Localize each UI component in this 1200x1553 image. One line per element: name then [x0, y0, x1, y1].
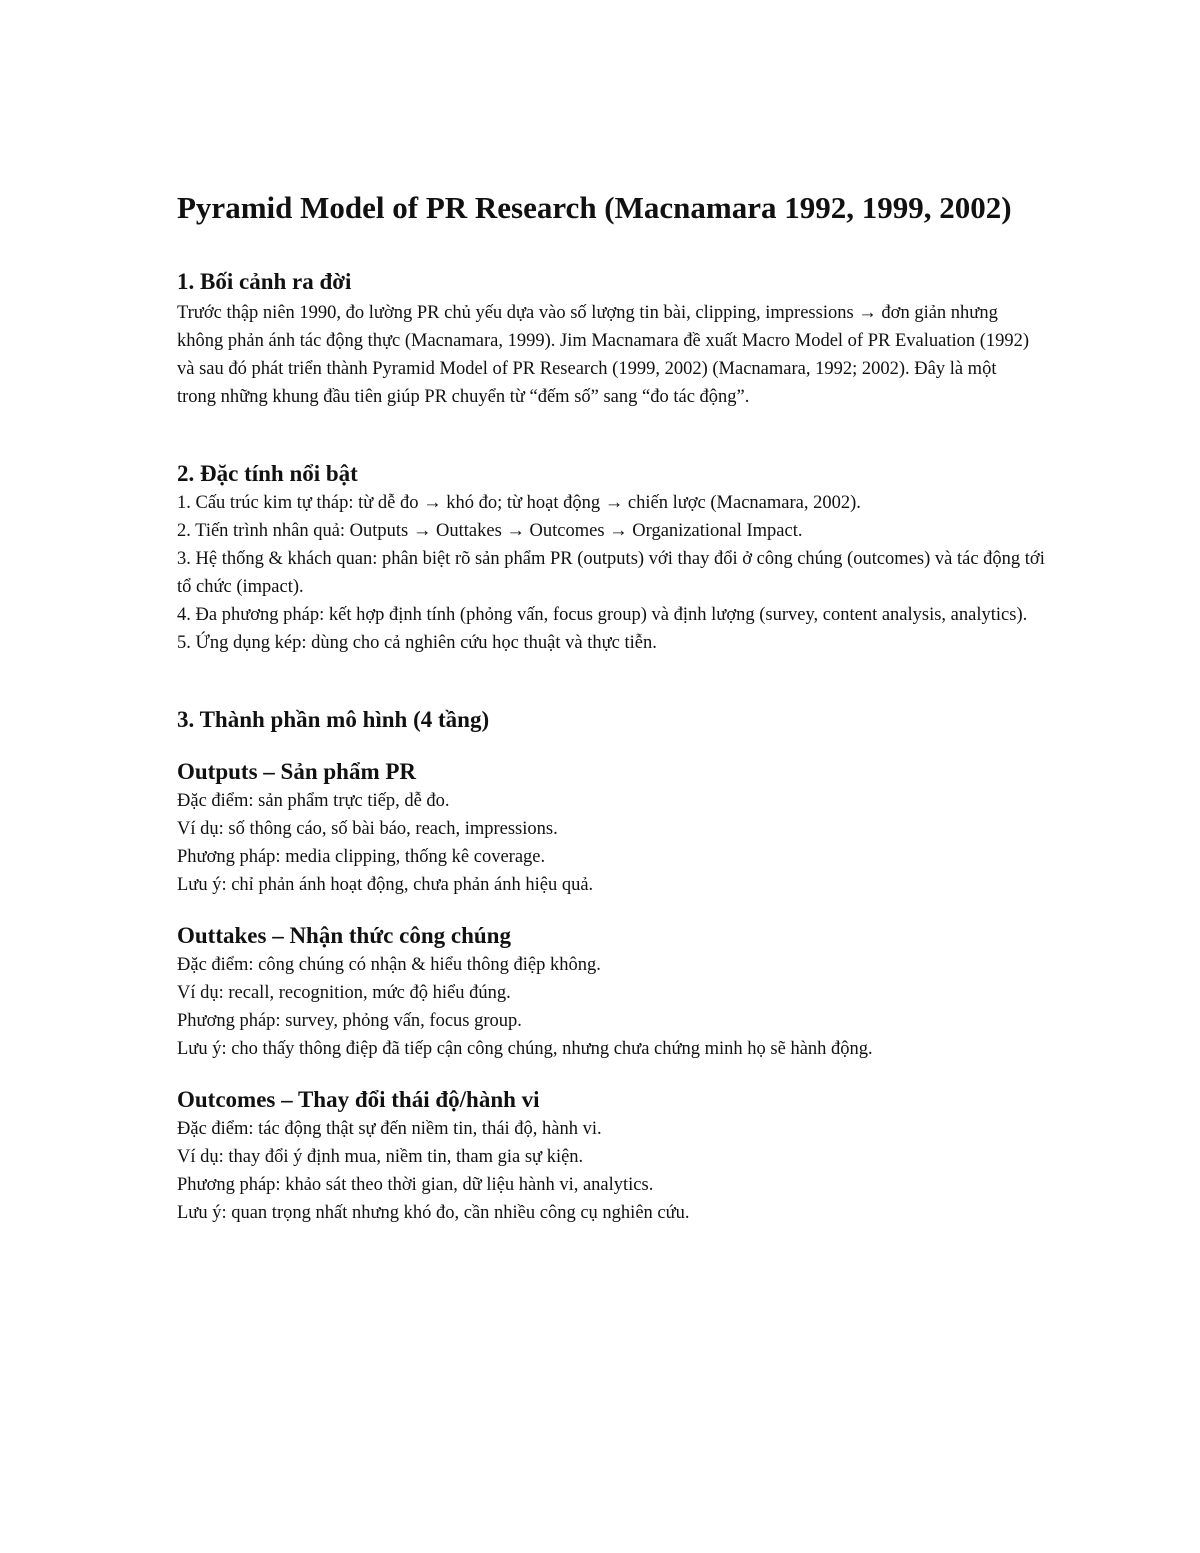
component-title: Outtakes – Nhận thức công chúng [177, 923, 511, 948]
list-item: 3. Hệ thống & khách quan: phân biệt rõ sản phẩm PR (outputs) với thay đổi ở công chúng (outcomes) và tác động tới tổ chức (impact). [177, 549, 1045, 597]
component-line: Lưu ý: quan trọng nhất nhưng khó đo, cần nhiều công cụ nghiên cứu. [177, 1203, 690, 1223]
component-line: Đặc điểm: tác động thật sự đến niềm tin, thái độ, hành vi. [177, 1119, 602, 1139]
document-page [177, 188, 1057, 1227]
section-body-context: Trước thập niên 1990, đo lường PR chủ yếu dựa vào số lượng tin bài, clipping, impressions → đơn giản nhưng không phản ánh tác động thực (Macnamara, 1999). Jim Macnamara đề xuất Macro Model of PR Evaluation (1992) và sau đó phát triển thành Pyramid Model of PR Research (1999, 2002) (Macnamara, 1992; 2002). Đây là một trong những khung đầu tiên giúp PR chuyển từ “đếm số” sang “đo tác động”. [177, 303, 1030, 407]
component-line: Ví dụ: số thông cáo, số bài báo, reach, impressions. [177, 819, 558, 839]
component-line: Phương pháp: media clipping, thống kê coverage. [177, 847, 546, 867]
list-item: 2. Tiến trình nhân quả: Outputs → Outtakes → Outcomes → Organizational Impact. [177, 521, 803, 541]
component-outputs [177, 757, 1057, 899]
component-line: Ví dụ: thay đổi ý định mua, niềm tin, tham gia sự kiện. [177, 1147, 584, 1167]
component-line: Đặc điểm: sản phẩm trực tiếp, dễ đo. [177, 791, 450, 811]
component-title: Outcomes – Thay đổi thái độ/hành vi [177, 1087, 540, 1112]
component-outcomes [177, 1085, 1057, 1227]
component-line: Lưu ý: chỉ phản ánh hoạt động, chưa phản ánh hiệu quả. [177, 875, 594, 895]
list-item: 4. Đa phương pháp: kết hợp định tính (phỏng vấn, focus group) và định lượng (survey, content analysis, analytics). [177, 605, 1028, 625]
section-heading-features: 2. Đặc tính nổi bật [177, 461, 358, 486]
component-outtakes [177, 921, 1057, 1063]
list-item: 1. Cấu trúc kim tự tháp: từ dễ đo → khó đo; từ hoạt động → chiến lược (Macnamara, 2002). [177, 493, 861, 513]
component-line: Ví dụ: recall, recognition, mức độ hiểu đúng. [177, 983, 511, 1003]
component-line: Phương pháp: survey, phỏng vấn, focus group. [177, 1011, 522, 1031]
component-line: Lưu ý: cho thấy thông điệp đã tiếp cận công chúng, nhưng chưa chứng minh họ sẽ hành động. [177, 1039, 873, 1059]
component-title: Outputs – Sản phẩm PR [177, 759, 417, 784]
section-heading-components: 3. Thành phần mô hình (4 tầng) [177, 707, 490, 732]
list-item: 5. Ứng dụng kép: dùng cho cả nghiên cứu học thuật và thực tiễn. [177, 633, 657, 653]
feature-list [177, 489, 1057, 657]
component-line: Phương pháp: khảo sát theo thời gian, dữ liệu hành vi, analytics. [177, 1175, 654, 1195]
document-title: Pyramid Model of PR Research (Macnamara 1992, 1999, 2002) [177, 190, 1012, 225]
component-line: Đặc điểm: công chúng có nhận & hiểu thông điệp không. [177, 955, 601, 975]
section-heading-context: 1. Bối cảnh ra đời [177, 269, 352, 294]
